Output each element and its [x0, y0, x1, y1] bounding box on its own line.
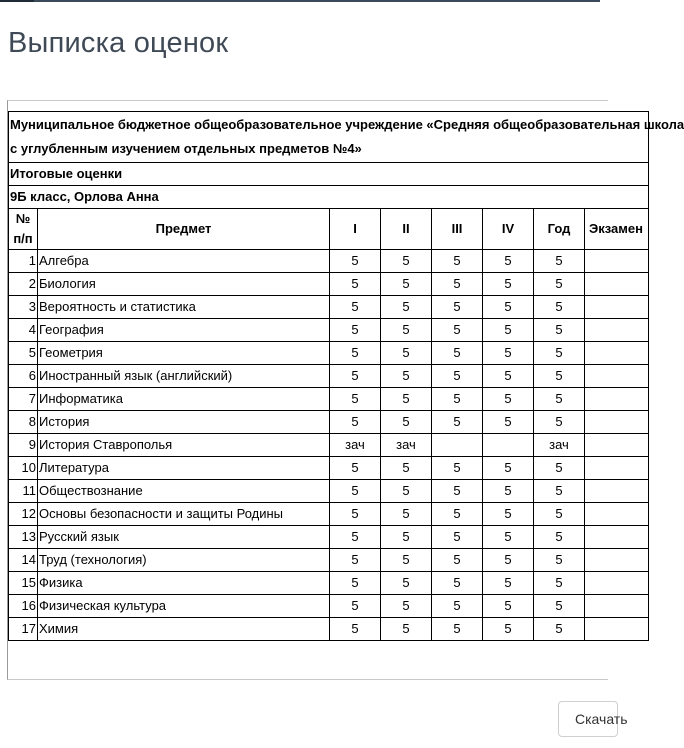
page-title: Выписка оценок	[8, 27, 229, 59]
grade-year: 5	[534, 319, 585, 342]
grade-q3: 5	[432, 503, 483, 526]
subject-name: География	[38, 319, 330, 342]
grade-q4: 5	[483, 411, 534, 434]
subject-name: Физика	[38, 572, 330, 595]
grades-table	[8, 111, 684, 641]
section-title: Итоговые оценки	[9, 163, 649, 186]
grade-q3: 5	[432, 526, 483, 549]
grade-q3: 5	[432, 250, 483, 273]
grade-exam	[585, 342, 649, 365]
grade-q2: 5	[381, 572, 432, 595]
row-number: 13	[9, 526, 38, 549]
school-name-line1: Муниципальное бюджетное общеобразовательное учреждение «Средняя общеобразовательная школа	[10, 117, 684, 132]
table-row	[9, 618, 649, 641]
grade-exam	[585, 503, 649, 526]
row-number: 5	[9, 342, 38, 365]
subject-name: Основы безопасности и защиты Родины	[38, 503, 330, 526]
grade-q1: 5	[330, 388, 381, 411]
grade-exam	[585, 273, 649, 296]
row-number: 11	[9, 480, 38, 503]
top-border	[0, 0, 600, 2]
school-name	[9, 112, 684, 163]
subject-name: История	[38, 411, 330, 434]
grade-q1: 5	[330, 250, 381, 273]
grade-year: 5	[534, 250, 585, 273]
grade-q4: 5	[483, 503, 534, 526]
grade-year: 5	[534, 480, 585, 503]
subject-name: Труд (технология)	[38, 549, 330, 572]
grade-q3: 5	[432, 457, 483, 480]
table-row	[9, 250, 649, 273]
grade-exam	[585, 480, 649, 503]
table-row	[9, 296, 649, 319]
grade-q3: 5	[432, 618, 483, 641]
section-row	[9, 163, 649, 186]
grade-year: 5	[534, 572, 585, 595]
grade-q3: 5	[432, 480, 483, 503]
row-number: 7	[9, 388, 38, 411]
grade-q3: 5	[432, 319, 483, 342]
row-number: 15	[9, 572, 38, 595]
grade-q2: 5	[381, 503, 432, 526]
subject-name: Вероятность и статистика	[38, 296, 330, 319]
subject-name: Обществознание	[38, 480, 330, 503]
grade-q4: 5	[483, 618, 534, 641]
table-row	[9, 526, 649, 549]
grade-exam	[585, 434, 649, 457]
grade-year: 5	[534, 342, 585, 365]
grade-year: 5	[534, 273, 585, 296]
table-row	[9, 572, 649, 595]
grade-q4: 5	[483, 296, 534, 319]
subject-name: Литература	[38, 457, 330, 480]
table-row	[9, 273, 649, 296]
grade-exam	[585, 319, 649, 342]
school-name-line2: с углубленным изучением отдельных предметов №4»	[10, 141, 362, 156]
subject-name: Биология	[38, 273, 330, 296]
grade-q2: 5	[381, 411, 432, 434]
school-row	[9, 112, 649, 163]
grade-q2: 5	[381, 526, 432, 549]
grade-exam	[585, 250, 649, 273]
grade-year: 5	[534, 388, 585, 411]
grade-q2: 5	[381, 319, 432, 342]
row-number: 4	[9, 319, 38, 342]
grade-exam	[585, 595, 649, 618]
subject-name: Иностранный язык (английский)	[38, 365, 330, 388]
grade-q3: 5	[432, 273, 483, 296]
grade-year: 5	[534, 526, 585, 549]
grade-q1: 5	[330, 411, 381, 434]
row-number: 12	[9, 503, 38, 526]
subject-name: История Ставрополья	[38, 434, 330, 457]
grade-q4: 5	[483, 365, 534, 388]
subject-name: Алгебра	[38, 250, 330, 273]
grade-q2: 5	[381, 549, 432, 572]
row-number: 1	[9, 250, 38, 273]
row-number: 16	[9, 595, 38, 618]
table-row	[9, 388, 649, 411]
grade-q1: 5	[330, 296, 381, 319]
grade-q4: 5	[483, 250, 534, 273]
grade-year: зач	[534, 434, 585, 457]
grade-q4: 5	[483, 526, 534, 549]
grade-q3: 5	[432, 572, 483, 595]
header-num-line1: №	[15, 211, 31, 226]
grade-q3: 5	[432, 388, 483, 411]
header-num-line2: п/п	[13, 231, 33, 246]
grade-q2: зач	[381, 434, 432, 457]
grade-q4: 5	[483, 457, 534, 480]
grade-q1: 5	[330, 273, 381, 296]
grade-year: 5	[534, 595, 585, 618]
subject-name: Химия	[38, 618, 330, 641]
table-row	[9, 434, 649, 457]
row-number: 3	[9, 296, 38, 319]
grade-exam	[585, 457, 649, 480]
grade-year: 5	[534, 296, 585, 319]
grade-q2: 5	[381, 618, 432, 641]
grade-exam	[585, 411, 649, 434]
grade-q2: 5	[381, 595, 432, 618]
header-q2: II	[381, 209, 432, 250]
grade-q1: 5	[330, 618, 381, 641]
header-exam: Экзамен	[585, 209, 649, 250]
row-number: 17	[9, 618, 38, 641]
row-number: 8	[9, 411, 38, 434]
grade-q4: 5	[483, 595, 534, 618]
student-row	[9, 186, 649, 209]
header-year: Год	[534, 209, 585, 250]
table-row	[9, 595, 649, 618]
grade-q4: 5	[483, 549, 534, 572]
grade-year: 5	[534, 549, 585, 572]
grade-q4: 5	[483, 342, 534, 365]
download-button[interactable]	[558, 701, 628, 737]
grade-q2: 5	[381, 342, 432, 365]
table-header-row	[9, 209, 649, 250]
header-q3: III	[432, 209, 483, 250]
row-number: 10	[9, 457, 38, 480]
grade-q2: 5	[381, 480, 432, 503]
header-num	[9, 209, 38, 250]
grade-exam	[585, 618, 649, 641]
grade-q3: 5	[432, 342, 483, 365]
grade-exam	[585, 549, 649, 572]
top-border-accent	[0, 0, 34, 2]
grade-year: 5	[534, 411, 585, 434]
student-info: 9Б класс, Орлова Анна	[9, 186, 649, 209]
table-row	[9, 365, 649, 388]
grade-q1: 5	[330, 549, 381, 572]
grade-year: 5	[534, 365, 585, 388]
grade-q3: 5	[432, 296, 483, 319]
grade-q3	[432, 434, 483, 457]
row-number: 6	[9, 365, 38, 388]
table-row	[9, 549, 649, 572]
grade-q3: 5	[432, 365, 483, 388]
grade-exam	[585, 365, 649, 388]
grade-q1: 5	[330, 503, 381, 526]
grade-q4: 5	[483, 388, 534, 411]
grade-q2: 5	[381, 273, 432, 296]
grade-q2: 5	[381, 457, 432, 480]
grade-q2: 5	[381, 365, 432, 388]
grade-q2: 5	[381, 388, 432, 411]
grade-exam	[585, 572, 649, 595]
header-subject: Предмет	[38, 209, 330, 250]
row-number: 2	[9, 273, 38, 296]
grade-q1: 5	[330, 595, 381, 618]
grade-q1: 5	[330, 342, 381, 365]
subject-name: Физическая культура	[38, 595, 330, 618]
header-q4: IV	[483, 209, 534, 250]
grade-q4: 5	[483, 273, 534, 296]
grade-year: 5	[534, 457, 585, 480]
grade-q3: 5	[432, 411, 483, 434]
grade-q1: 5	[330, 319, 381, 342]
row-number: 9	[9, 434, 38, 457]
header-q1: I	[330, 209, 381, 250]
grade-q1: 5	[330, 526, 381, 549]
grade-q1: 5	[330, 457, 381, 480]
grade-q4: 5	[483, 319, 534, 342]
grade-exam	[585, 526, 649, 549]
grade-q4	[483, 434, 534, 457]
subject-name: Информатика	[38, 388, 330, 411]
grade-q2: 5	[381, 250, 432, 273]
grade-exam	[585, 388, 649, 411]
table-row	[9, 411, 649, 434]
table-row	[9, 480, 649, 503]
grade-q4: 5	[483, 480, 534, 503]
table-row	[9, 457, 649, 480]
grade-q4: 5	[483, 572, 534, 595]
grade-q1: 5	[330, 480, 381, 503]
download-label: Скачать	[575, 711, 628, 727]
grade-q1: зач	[330, 434, 381, 457]
subject-name: Русский язык	[38, 526, 330, 549]
subject-name: Геометрия	[38, 342, 330, 365]
grade-year: 5	[534, 503, 585, 526]
grade-q2: 5	[381, 296, 432, 319]
grade-exam	[585, 296, 649, 319]
grade-q3: 5	[432, 549, 483, 572]
grade-year: 5	[534, 618, 585, 641]
grade-q1: 5	[330, 365, 381, 388]
row-number: 14	[9, 549, 38, 572]
table-row	[9, 503, 649, 526]
table-row	[9, 342, 649, 365]
table-row	[9, 319, 649, 342]
grade-q1: 5	[330, 572, 381, 595]
grade-q3: 5	[432, 595, 483, 618]
